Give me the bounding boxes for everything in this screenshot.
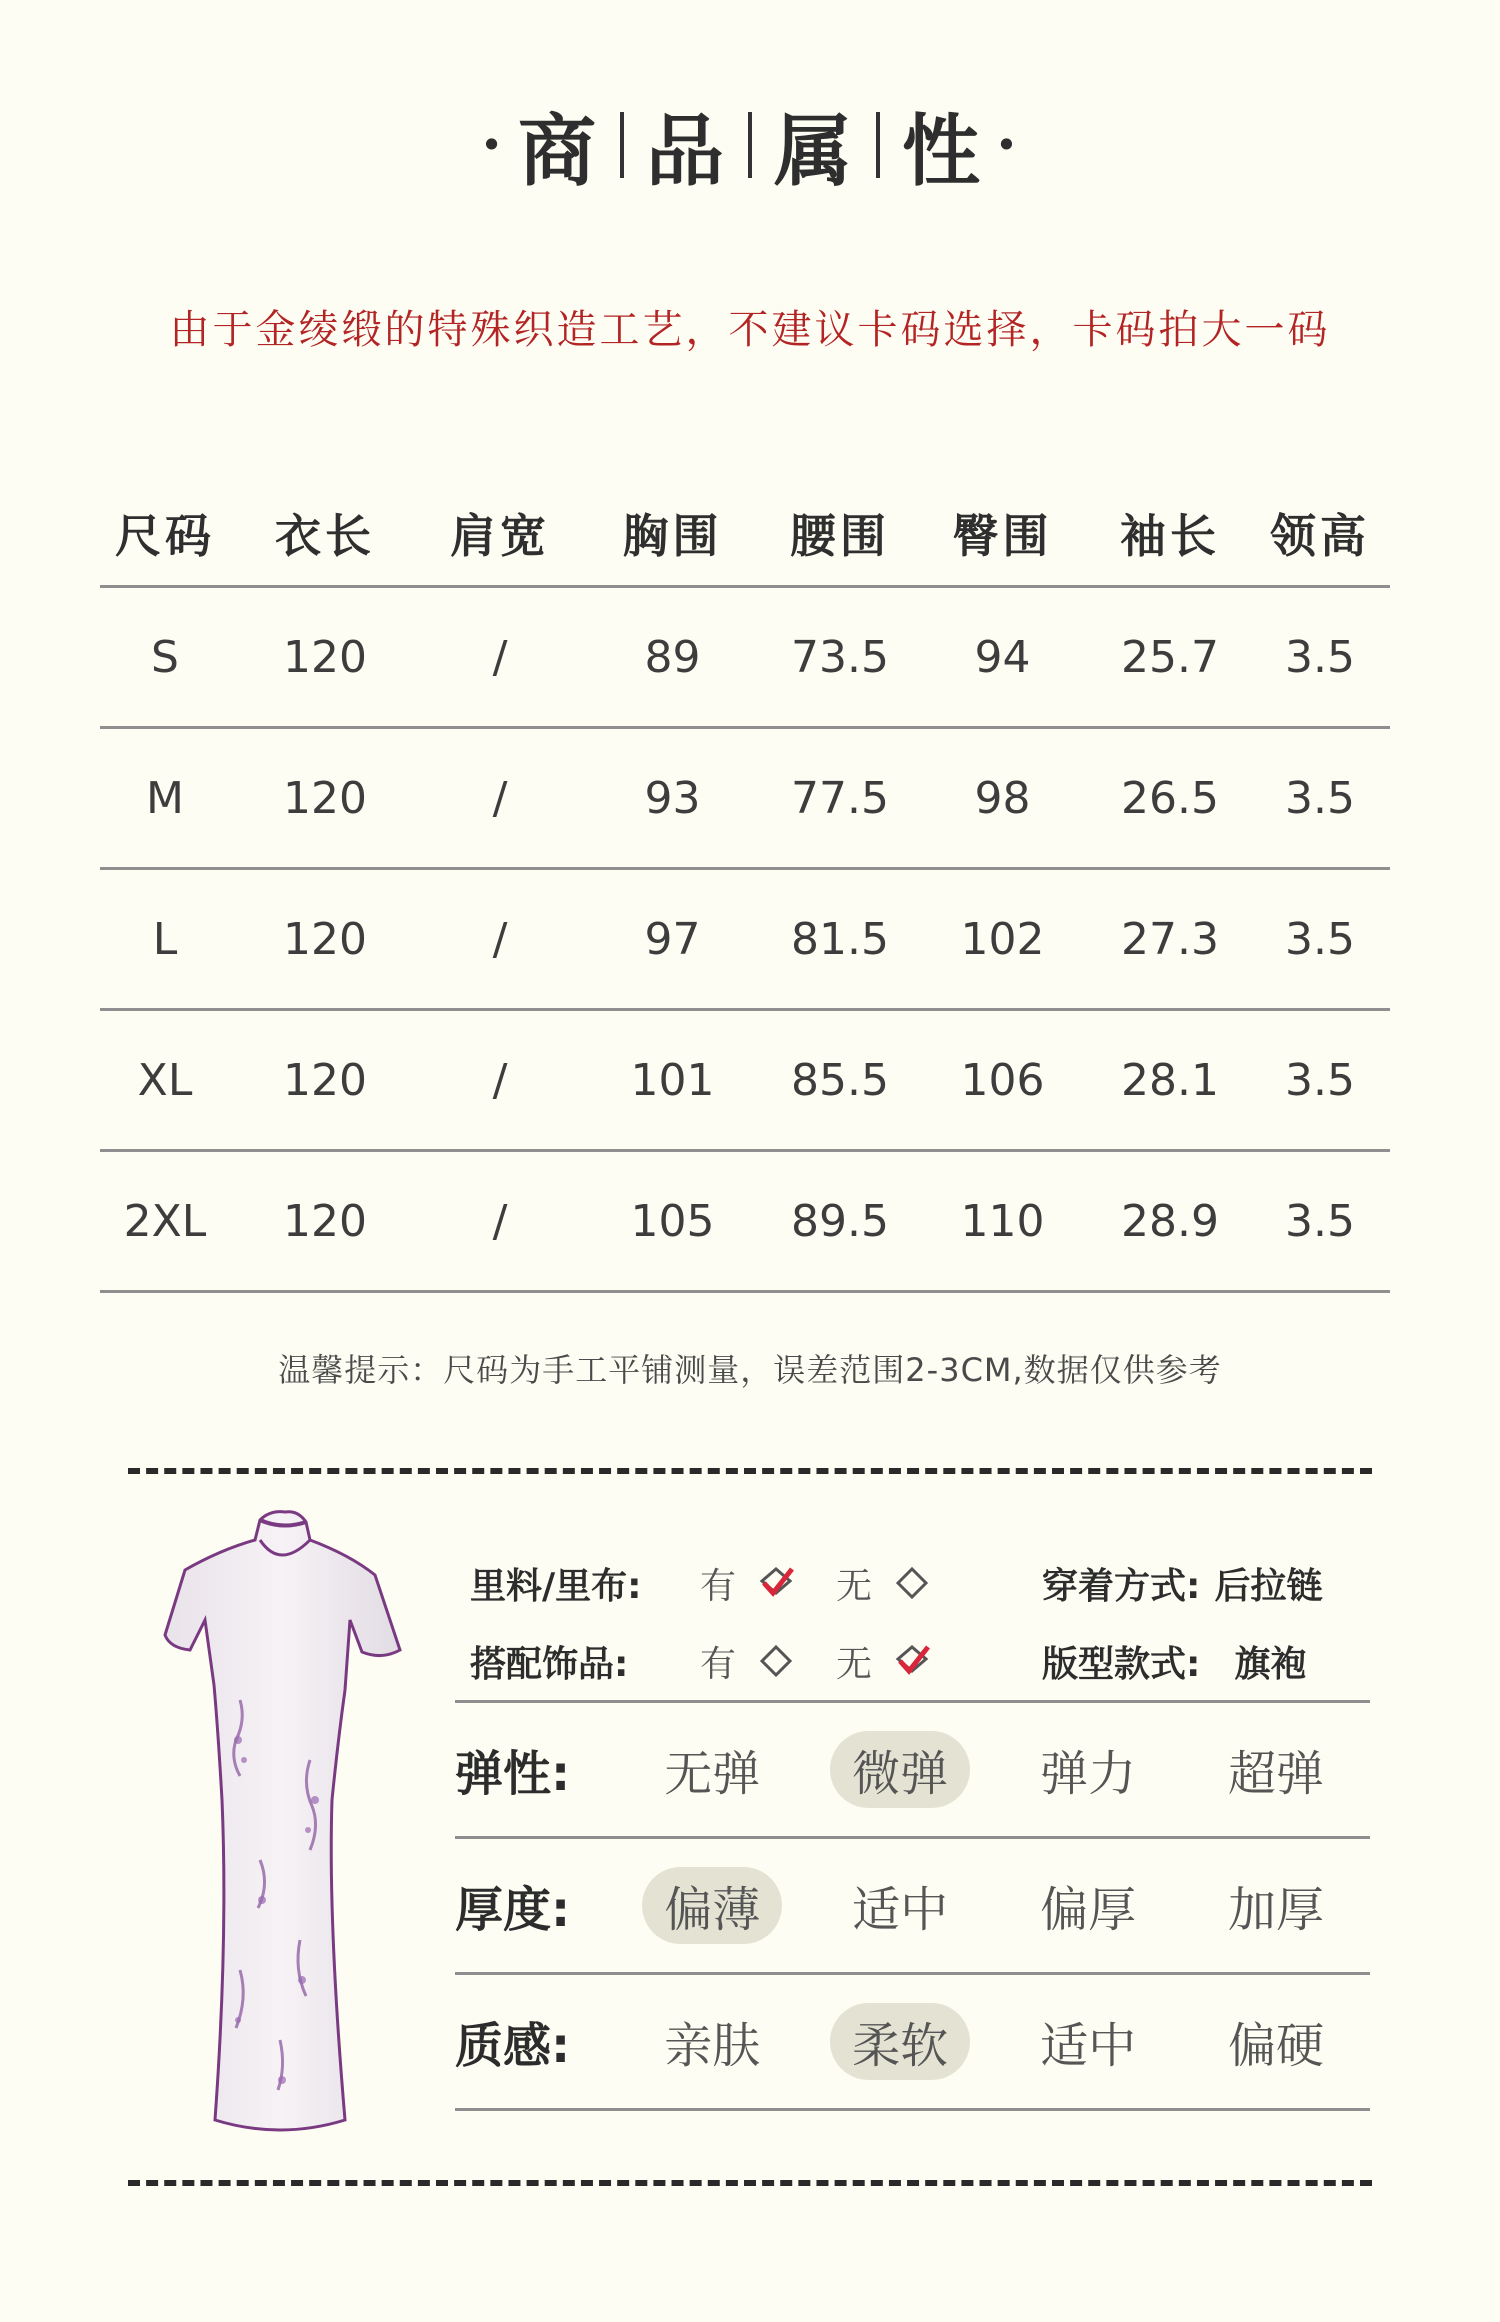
table-cell: 94 — [974, 631, 1031, 683]
property-option-label: 适中 — [1040, 2018, 1137, 2074]
table-cell: 97 — [644, 913, 701, 965]
dashed-divider — [128, 2180, 1372, 2186]
table-cell: 89 — [644, 631, 701, 683]
title-divider — [620, 112, 624, 178]
table-cell: 25.7 — [1121, 631, 1219, 683]
property-option-label: 弹力 — [1040, 1746, 1137, 1802]
property-option[interactable] — [806, 1867, 994, 1944]
table-cell: 3.5 — [1285, 631, 1355, 683]
header-sleeve: 袖长 — [1120, 508, 1220, 563]
dashed-divider — [128, 1468, 1372, 1474]
table-row — [100, 867, 1390, 1008]
table-cell: 81.5 — [791, 913, 889, 965]
qipao-illustration — [110, 1500, 430, 2150]
size-table-header — [100, 480, 1390, 585]
header-size: 尺码 — [115, 508, 215, 563]
table-cell: / — [492, 1195, 508, 1247]
attr-lining — [470, 1553, 1370, 1613]
table-cell: 3.5 — [1285, 913, 1355, 965]
property-option[interactable] — [618, 1731, 806, 1808]
property-row — [455, 1975, 1370, 2111]
title-divider — [876, 112, 880, 178]
table-cell: 73.5 — [791, 631, 889, 683]
property-option[interactable] — [994, 1731, 1182, 1808]
attr-style-value: 旗袍 — [1234, 1643, 1307, 1685]
property-label: 质感: — [455, 2018, 571, 2074]
attr-wear-value: 后拉链 — [1214, 1565, 1323, 1607]
table-cell: / — [492, 913, 508, 965]
check-mark-icon[interactable] — [756, 1563, 796, 1603]
title-char: 品 — [645, 106, 726, 197]
attr-lining-label: 里料/里布: — [470, 1565, 642, 1607]
property-option[interactable] — [1182, 2003, 1370, 2080]
header-bust: 胸围 — [622, 508, 723, 563]
property-option-label: 加厚 — [1228, 1882, 1325, 1938]
table-cell: L — [152, 913, 178, 965]
table-cell: 120 — [283, 1195, 367, 1247]
property-option[interactable] — [1182, 1867, 1370, 1944]
table-cell: 106 — [960, 1054, 1045, 1106]
header-hip: 臀围 — [952, 508, 1053, 563]
table-cell: 93 — [644, 772, 701, 824]
table-cell: 3.5 — [1285, 772, 1355, 824]
property-label: 厚度: — [455, 1882, 571, 1938]
table-row — [100, 1149, 1390, 1293]
table-cell: 28.1 — [1121, 1054, 1219, 1106]
title-char: 属 — [774, 106, 855, 197]
page-title — [0, 95, 1500, 195]
property-option-label: 亲肤 — [664, 2018, 761, 2074]
table-cell: S — [151, 631, 179, 683]
diamond-outline-icon[interactable] — [756, 1641, 796, 1681]
table-cell: 27.3 — [1121, 913, 1219, 965]
fabric-properties — [455, 1700, 1370, 2111]
table-cell: 101 — [630, 1054, 715, 1106]
table-cell: 85.5 — [791, 1054, 889, 1106]
property-option-label: 超弹 — [1228, 1746, 1325, 1802]
property-option-label: 偏薄 — [642, 1867, 782, 1944]
table-cell: 3.5 — [1285, 1054, 1355, 1106]
sizing-notice: 由于金绫缎的特殊织造工艺，不建议卡码选择，卡码拍大一码 — [169, 307, 1331, 353]
table-cell: 105 — [630, 1195, 715, 1247]
property-label: 弹性: — [455, 1746, 571, 1802]
property-option[interactable] — [618, 2003, 806, 2080]
property-row — [455, 1839, 1370, 1975]
property-option-label: 微弹 — [830, 1731, 970, 1808]
check-mark-icon[interactable] — [892, 1641, 932, 1681]
property-option[interactable] — [994, 1867, 1182, 1944]
attr-wear-label: 穿着方式: — [1042, 1565, 1201, 1607]
size-table-body — [100, 585, 1390, 1293]
table-row — [100, 726, 1390, 867]
measurement-tip: 温馨提示：尺码为手工平铺测量，误差范围2-3CM,数据仅供参考 — [278, 1351, 1222, 1389]
header-waist: 腰围 — [790, 508, 890, 563]
table-cell: 120 — [283, 772, 367, 824]
table-cell: 98 — [974, 772, 1031, 824]
diamond-outline-icon[interactable] — [892, 1563, 932, 1603]
size-table — [100, 480, 1390, 1293]
property-option-label: 偏硬 — [1228, 2018, 1325, 2074]
table-row — [100, 585, 1390, 726]
lining-yes-label: 有 — [700, 1565, 737, 1607]
header-collar: 领高 — [1270, 508, 1370, 563]
property-option-label: 适中 — [852, 1882, 949, 1938]
property-option-label: 柔软 — [830, 2003, 970, 2080]
accessory-no-label: 无 — [836, 1643, 873, 1685]
table-row — [100, 1008, 1390, 1149]
attr-style-label: 版型款式: — [1042, 1643, 1201, 1685]
title-divider — [748, 112, 752, 178]
title-char: 性 — [902, 106, 983, 197]
table-cell: / — [492, 772, 508, 824]
table-cell: 26.5 — [1121, 772, 1219, 824]
property-option[interactable] — [806, 1731, 994, 1808]
property-option[interactable] — [994, 2003, 1182, 2080]
table-cell: XL — [137, 1054, 193, 1106]
property-option-label: 偏厚 — [1040, 1882, 1137, 1938]
table-cell: 89.5 — [791, 1195, 889, 1247]
table-cell: 2XL — [123, 1195, 207, 1247]
table-cell: 28.9 — [1121, 1195, 1219, 1247]
table-cell: 120 — [283, 913, 367, 965]
table-cell: 3.5 — [1285, 1195, 1355, 1247]
lining-no-label: 无 — [836, 1565, 873, 1607]
property-option-label: 无弹 — [664, 1746, 761, 1802]
table-cell: / — [492, 1054, 508, 1106]
header-length: 衣长 — [275, 508, 375, 563]
property-option[interactable] — [806, 2003, 994, 2080]
attr-accessory-label: 搭配饰品: — [470, 1643, 629, 1685]
header-shoulder: 肩宽 — [450, 508, 550, 563]
table-cell: 102 — [960, 913, 1045, 965]
title-char: 商 — [517, 106, 598, 197]
property-row — [455, 1703, 1370, 1839]
attribute-panel — [470, 1553, 1370, 1691]
table-cell: 77.5 — [791, 772, 889, 824]
title-dot: · — [996, 110, 1019, 180]
table-cell: M — [146, 772, 184, 824]
table-cell: / — [492, 631, 508, 683]
attr-accessory — [470, 1631, 1370, 1691]
property-option[interactable] — [1182, 1731, 1370, 1808]
table-cell: 110 — [960, 1195, 1045, 1247]
title-dot: · — [481, 110, 504, 180]
accessory-yes-label: 有 — [700, 1643, 737, 1685]
property-option[interactable] — [618, 1867, 806, 1944]
table-cell: 120 — [283, 631, 367, 683]
table-cell: 120 — [283, 1054, 367, 1106]
